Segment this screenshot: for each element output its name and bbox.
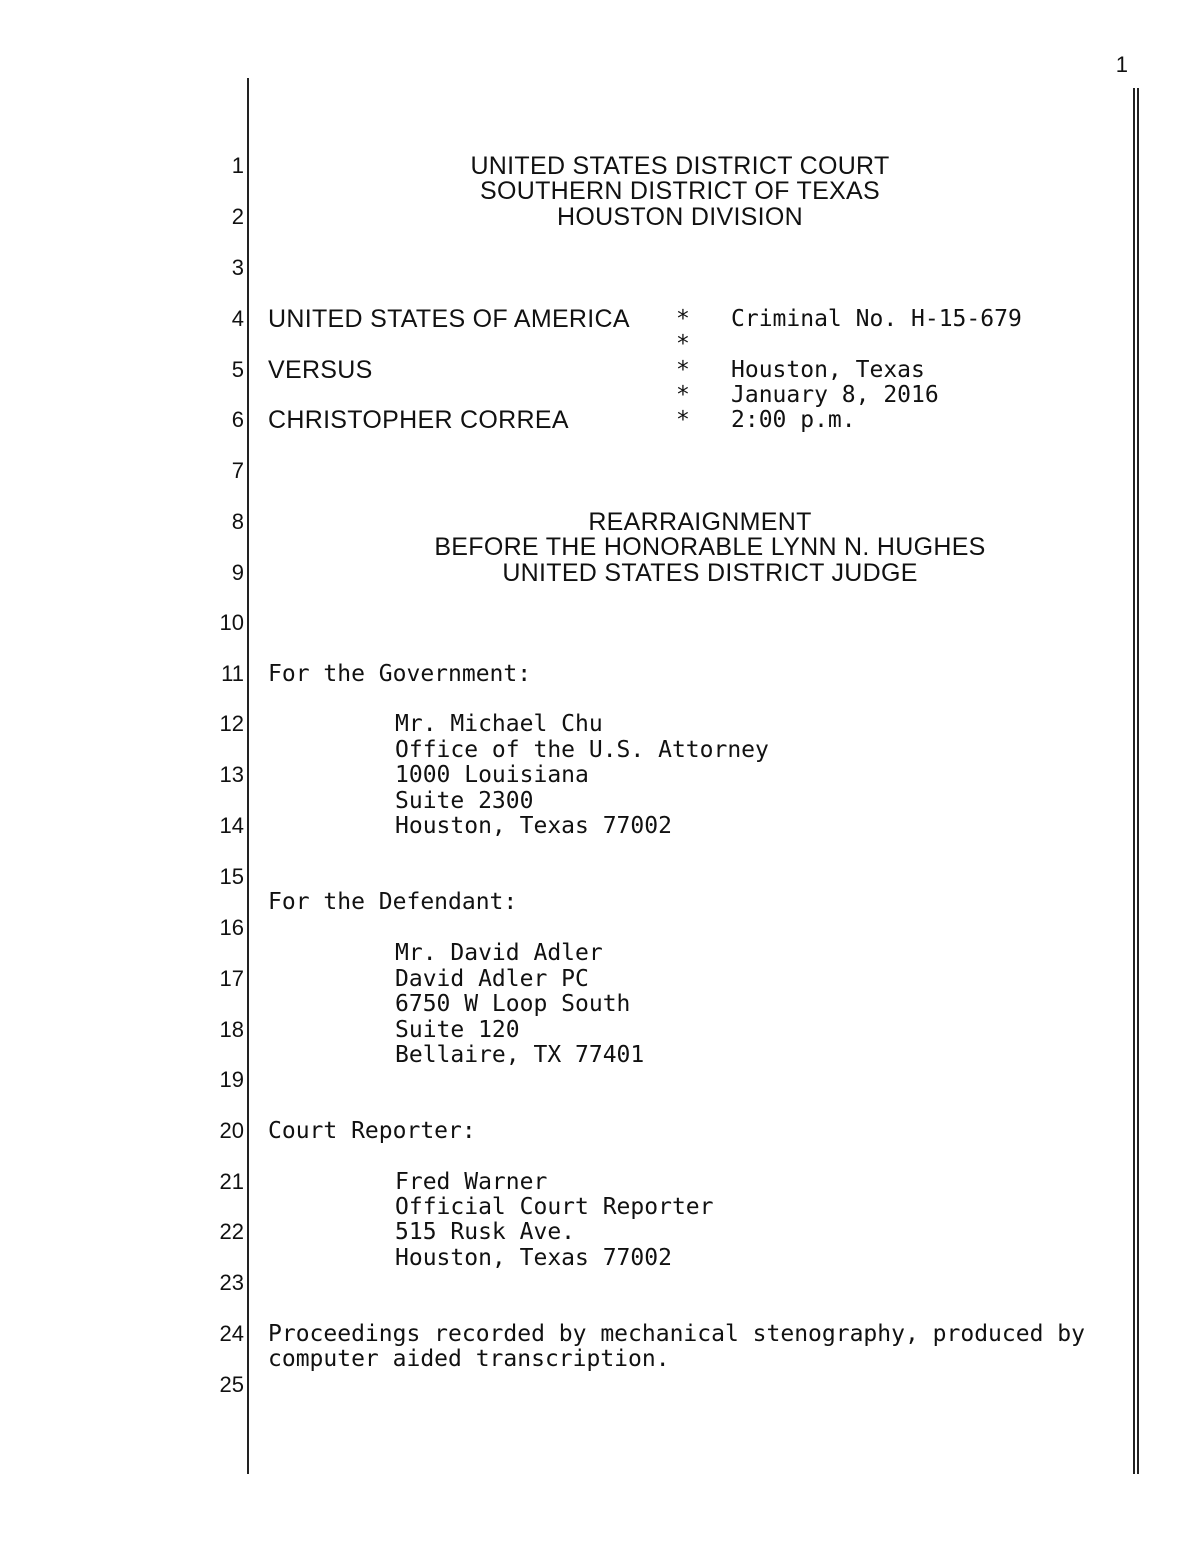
court-name: UNITED STATES DISTRICT COURT — [470, 152, 890, 180]
government-suite: Suite 2300 — [395, 788, 534, 814]
caption-star: * — [676, 357, 690, 383]
government-street: 1000 Louisiana — [395, 762, 589, 788]
versus-label: VERSUS — [268, 356, 373, 384]
presiding-judge: BEFORE THE HONORABLE LYNN N. HUGHES — [434, 533, 986, 561]
proceeding-title: REARRAIGNMENT — [588, 508, 812, 536]
hearing-location: Houston, Texas — [731, 357, 925, 383]
government-city: Houston, Texas 77002 — [395, 813, 672, 839]
hearing-time: 2:00 p.m. — [731, 407, 856, 433]
caption-star: * — [676, 306, 690, 332]
transcription-note-line-2: computer aided transcription. — [268, 1346, 670, 1372]
line-number: 24 — [219, 1321, 244, 1346]
reporter-name: Fred Warner — [395, 1169, 548, 1195]
line-number: 13 — [219, 762, 244, 787]
line-number: 18 — [219, 1017, 244, 1042]
reporter-street: 515 Rusk Ave. — [395, 1219, 576, 1245]
line-number: 3 — [231, 255, 244, 280]
defense-firm: David Adler PC — [395, 966, 589, 992]
judge-title: UNITED STATES DISTRICT JUDGE — [502, 559, 918, 587]
government-office: Office of the U.S. Attorney — [395, 737, 769, 763]
reporter-title: Official Court Reporter — [395, 1194, 714, 1220]
government-label: For the Government: — [268, 661, 532, 687]
defense-suite: Suite 120 — [395, 1017, 520, 1043]
line-number: 14 — [219, 813, 244, 838]
reporter-label: Court Reporter: — [268, 1118, 476, 1144]
transcription-note-line-1: Proceedings recorded by mechanical stenography, produced by — [268, 1321, 1085, 1347]
line-number: 5 — [231, 357, 244, 382]
line-number: 12 — [219, 711, 244, 736]
line-number: 21 — [219, 1169, 244, 1194]
line-number: 19 — [219, 1067, 244, 1092]
line-number: 15 — [219, 864, 244, 889]
line-number: 9 — [231, 560, 244, 585]
line-number: 16 — [219, 915, 244, 940]
line-number: 4 — [231, 306, 244, 331]
reporter-city: Houston, Texas 77002 — [395, 1245, 672, 1271]
right-margin-rule — [1133, 88, 1135, 1474]
defense-street: 6750 W Loop South — [395, 991, 631, 1017]
case-number: Criminal No. H-15-679 — [731, 306, 1022, 332]
line-number: 8 — [231, 509, 244, 534]
line-number: 10 — [219, 610, 244, 635]
government-attorney: Mr. Michael Chu — [395, 711, 603, 737]
line-number: 22 — [219, 1219, 244, 1244]
line-number: 25 — [219, 1372, 244, 1397]
caption-star: * — [676, 331, 690, 357]
defense-attorney: Mr. David Adler — [395, 940, 603, 966]
line-number: 23 — [219, 1270, 244, 1295]
line-number: 7 — [231, 458, 244, 483]
defense-city: Bellaire, TX 77401 — [395, 1042, 645, 1068]
line-number: 11 — [221, 661, 244, 686]
caption-star: * — [676, 407, 690, 433]
page-number: 1 — [1115, 52, 1128, 77]
line-number: 17 — [219, 966, 244, 991]
division-name: HOUSTON DIVISION — [556, 203, 804, 231]
line-number: 2 — [231, 204, 244, 229]
hearing-date: January 8, 2016 — [731, 382, 939, 408]
plaintiff-name: UNITED STATES OF AMERICA — [268, 305, 630, 333]
caption-star: * — [676, 382, 690, 408]
left-margin-rule — [247, 78, 249, 1474]
right-margin-rule-double — [1137, 88, 1139, 1474]
district-name: SOUTHERN DISTRICT OF TEXAS — [480, 177, 880, 205]
defendant-label: For the Defendant: — [268, 889, 518, 915]
line-number: 6 — [231, 407, 244, 432]
defendant-name: CHRISTOPHER CORREA — [268, 406, 569, 434]
line-number: 1 — [231, 153, 244, 178]
line-number: 20 — [219, 1118, 244, 1143]
